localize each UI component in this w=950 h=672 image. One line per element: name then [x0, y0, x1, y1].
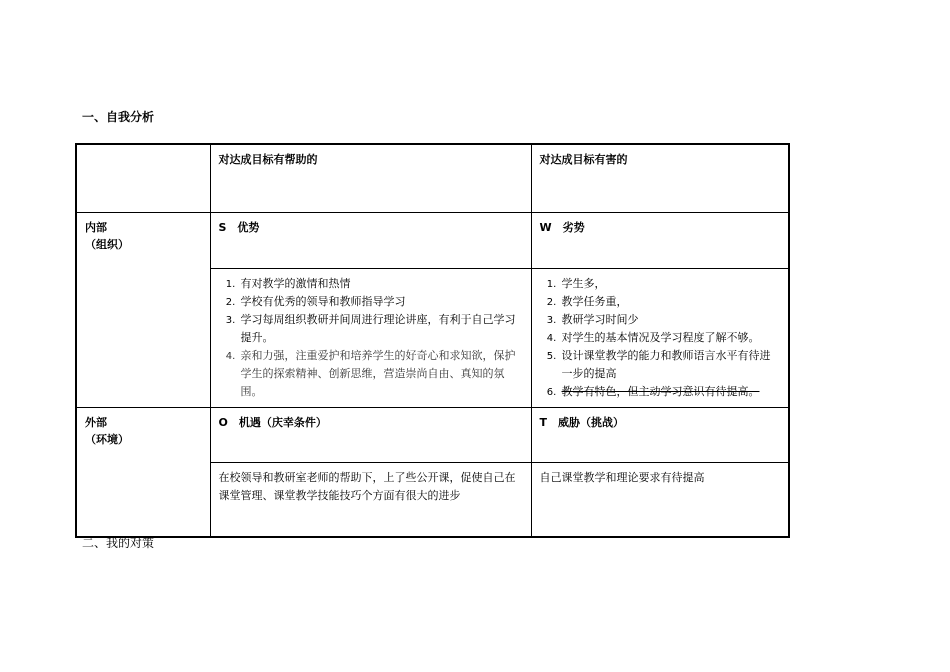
opportunities-title: O 机遇（庆幸条件）	[218, 415, 327, 429]
weaknesses-title: W 劣势	[539, 220, 585, 234]
strengths-list	[219, 275, 523, 401]
helpful-header: 对达成目标有帮助的	[210, 144, 531, 212]
swot-table	[75, 143, 790, 538]
opportunities-cell	[210, 462, 531, 537]
external-title-row	[76, 407, 789, 462]
strengths-title-cell	[210, 212, 531, 268]
list-item: 5. 设计课堂教学的能力和教师语言水平有待进一步的提高	[560, 347, 781, 383]
section-title-self-analysis: 一、自我分析	[82, 110, 155, 124]
internal-label-cell	[76, 212, 210, 407]
threats-cell	[531, 462, 789, 537]
threats-title: T 威胁（挑战）	[539, 415, 625, 429]
opportunities-title-cell	[210, 407, 531, 462]
list-item: 4. 亲和力强，注重爱护和培养学生的好奇心和求知欲，保护学生的探索精神、创新思维，营造崇尚自由、真知的氛围。	[239, 347, 523, 401]
internal-title-row	[76, 212, 789, 268]
external-label: 外部	[85, 415, 107, 429]
internal-sub-label: （组织）	[85, 237, 129, 251]
weaknesses-list	[540, 275, 781, 401]
list-item: 3. 学习每周组织教研并间周进行理论讲座，有利于自己学习提升。	[239, 311, 523, 347]
external-label-cell	[76, 407, 210, 537]
corner-cell	[76, 144, 210, 212]
header-row	[76, 144, 789, 212]
opportunities-text: 在校领导和教研室老师的帮助下，上了些公开课，促使自己在课堂管理、课堂教学技能技巧个方面有很大的进步	[218, 470, 516, 502]
list-item: 2. 教学任务重，	[560, 293, 781, 311]
section-title-strategy: 二、我的对策	[82, 536, 155, 550]
list-item: 2. 学校有优秀的领导和教师指导学习	[239, 293, 523, 311]
list-item: 1. 有对教学的激情和热情	[239, 275, 523, 293]
harmful-header: 对达成目标有害的	[531, 144, 789, 212]
threats-title-cell	[531, 407, 789, 462]
list-item: 3. 教研学习时间少	[560, 311, 781, 329]
strengths-title: S 优势	[218, 220, 260, 234]
list-item: 4. 对学生的基本情况及学习程度了解不够。	[560, 329, 781, 347]
weaknesses-cell	[531, 268, 789, 407]
external-sub-label: （环境）	[85, 432, 129, 446]
weaknesses-title-cell	[531, 212, 789, 268]
threats-text: 自己课堂教学和理论要求有待提高	[539, 470, 705, 484]
list-item: 1. 学生多，	[560, 275, 781, 293]
list-item-struck: 6. 教学有特色，但主动学习意识有待提高。	[560, 383, 781, 401]
internal-label: 内部	[85, 220, 107, 234]
strengths-cell	[210, 268, 531, 407]
